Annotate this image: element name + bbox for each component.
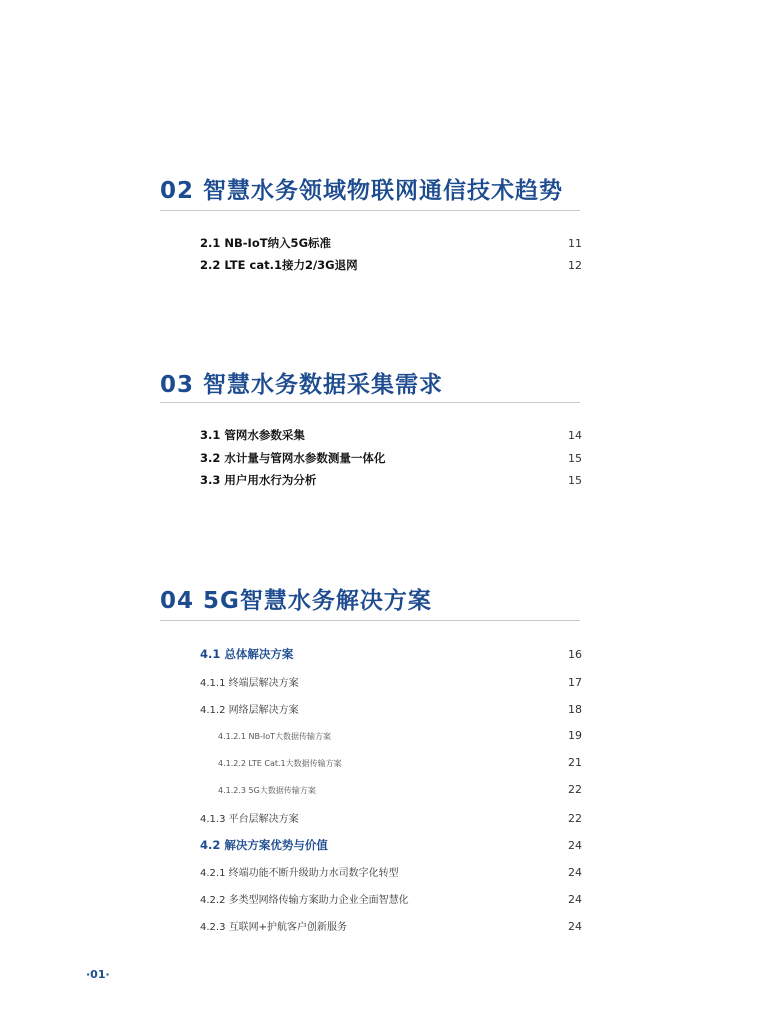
section-divider <box>160 210 580 211</box>
toc-entry[interactable] <box>200 257 582 273</box>
section-title-03: 03 智慧水务数据采集需求 <box>160 372 444 398</box>
section-title-04: 04 5G智慧水务解决方案 <box>160 588 432 614</box>
toc-entry[interactable] <box>200 235 582 251</box>
section-divider <box>160 402 580 403</box>
toc-entry-label: 3.1 管网水参数采集 <box>200 428 305 442</box>
toc-entry-page: 14 <box>568 429 582 442</box>
toc-entry[interactable] <box>200 864 582 879</box>
toc-entry[interactable] <box>200 646 582 662</box>
toc-entry[interactable] <box>200 837 582 853</box>
toc-entry-label: 3.3 用户用水行为分析 <box>200 473 317 487</box>
toc-entry[interactable] <box>200 918 582 933</box>
toc-entry-page: 15 <box>568 452 582 465</box>
toc-entry[interactable] <box>218 783 582 796</box>
toc-entry-page: 19 <box>568 729 582 742</box>
toc-entry[interactable] <box>200 810 582 825</box>
section-title-02: 02 智慧水务领域物联网通信技术趋势 <box>160 178 564 204</box>
section-divider <box>160 620 580 621</box>
toc-entry-page: 22 <box>568 812 582 825</box>
toc-entry-page: 11 <box>568 237 582 250</box>
toc-entry-label: 4.1.2 网络层解决方案 <box>200 705 299 716</box>
page-number: ·01· <box>86 968 110 981</box>
toc-entry-page: 24 <box>568 866 582 879</box>
toc-entry[interactable] <box>200 891 582 906</box>
toc-entry-label: 4.2.1 终端功能不断升级助力水司数字化转型 <box>200 868 399 879</box>
toc-entry-page: 18 <box>568 703 582 716</box>
toc-entry-page: 22 <box>568 783 582 796</box>
toc-entry-label: 4.2.2 多类型网络传输方案助力企业全面智慧化 <box>200 895 409 906</box>
toc-entry-page: 12 <box>568 259 582 272</box>
toc-entry-label: 4.1.2.1 NB-IoT大数据传输方案 <box>218 732 332 741</box>
toc-entry-page: 16 <box>568 648 582 661</box>
toc-entry-label: 3.2 水计量与管网水参数测量一体化 <box>200 451 386 465</box>
toc-entry-page: 24 <box>568 920 582 933</box>
toc-entry[interactable] <box>200 427 582 443</box>
toc-entry-label: 2.1 NB-IoT纳入5G标准 <box>200 236 332 250</box>
toc-entry-label: 4.1.1 终端层解决方案 <box>200 678 299 689</box>
toc-entry[interactable] <box>218 729 582 742</box>
toc-entry-label: 2.2 LTE cat.1接力2/3G退网 <box>200 258 358 272</box>
toc-entry-page: 24 <box>568 839 582 852</box>
toc-entry-page: 15 <box>568 474 582 487</box>
toc-entry-label: 4.1 总体解决方案 <box>200 647 294 661</box>
toc-entry[interactable] <box>200 674 582 689</box>
toc-entry-page: 17 <box>568 676 582 689</box>
toc-entry[interactable] <box>200 472 582 488</box>
toc-entry[interactable] <box>200 450 582 466</box>
toc-entry-label: 4.1.3 平台层解决方案 <box>200 814 299 825</box>
toc-entry[interactable] <box>200 701 582 716</box>
toc-entry-page: 24 <box>568 893 582 906</box>
toc-entry-label: 4.1.2.3 5G大数据传输方案 <box>218 786 316 795</box>
toc-entry-label: 4.2.3 互联网+护航客户创新服务 <box>200 922 348 933</box>
toc-entry-page: 21 <box>568 756 582 769</box>
toc-entry-label: 4.1.2.2 LTE Cat.1大数据传输方案 <box>218 759 342 768</box>
toc-entry[interactable] <box>218 756 582 769</box>
toc-entry-label: 4.2 解决方案优势与价值 <box>200 838 328 852</box>
